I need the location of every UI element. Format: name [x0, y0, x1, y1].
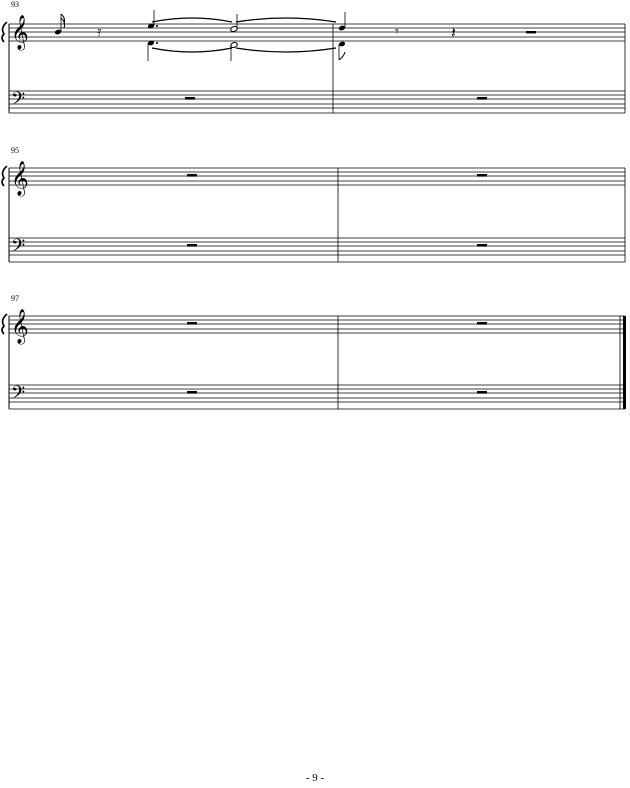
bass-clef-icon: 𝄢 [11, 383, 26, 408]
eighth-rest-icon: 𝄾 [395, 24, 399, 40]
tie [236, 18, 336, 22]
whole-rest-icon [477, 322, 487, 325]
treble-staff [9, 316, 625, 333]
bass-staff [9, 385, 625, 409]
brace-icon [2, 22, 7, 42]
bass-clef-icon: 𝄢 [11, 89, 26, 114]
measure-number-95: 95 [11, 146, 19, 155]
tie [236, 48, 336, 52]
system-97 [2, 309, 626, 409]
bass-staff [9, 238, 625, 262]
measure-94-notes [236, 12, 536, 60]
system-95 [2, 161, 625, 262]
system-93 [2, 10, 625, 114]
bass-clef-icon: 𝄢 [11, 236, 26, 261]
brace-icon [2, 166, 7, 186]
measure-number-97: 97 [11, 294, 19, 303]
treble-clef-icon: 𝄞 [11, 309, 29, 344]
augmentation-dot [156, 25, 158, 27]
final-barline-thick [623, 316, 626, 409]
treble-clef-icon: 𝄞 [11, 15, 29, 50]
whole-rest-icon [477, 244, 487, 247]
tie [152, 48, 232, 52]
whole-rest-icon [187, 244, 197, 247]
tie [152, 18, 232, 22]
sixteenth-rest-icon: 𝄿 [97, 24, 102, 40]
whole-rest-icon [187, 391, 197, 394]
bass-staff [9, 91, 625, 113]
page-number: - 9 - [305, 772, 325, 784]
whole-rest-icon [477, 97, 487, 100]
whole-rest-icon [187, 174, 197, 177]
note-flag [339, 52, 345, 60]
whole-rest-icon [477, 174, 487, 177]
half-rest-icon [526, 31, 536, 33]
treble-staff [9, 168, 625, 185]
brace-icon [2, 314, 7, 334]
measure-93-notes [54, 10, 238, 61]
augmentation-dot [156, 42, 158, 44]
measure-number-93: 93 [11, 0, 19, 9]
quarter-rest-icon: 𝄽 [451, 23, 456, 42]
treble-clef-icon: 𝄞 [11, 161, 29, 196]
whole-rest-icon [187, 322, 197, 325]
whole-rest-icon [185, 97, 195, 100]
whole-rest-icon [477, 391, 487, 394]
